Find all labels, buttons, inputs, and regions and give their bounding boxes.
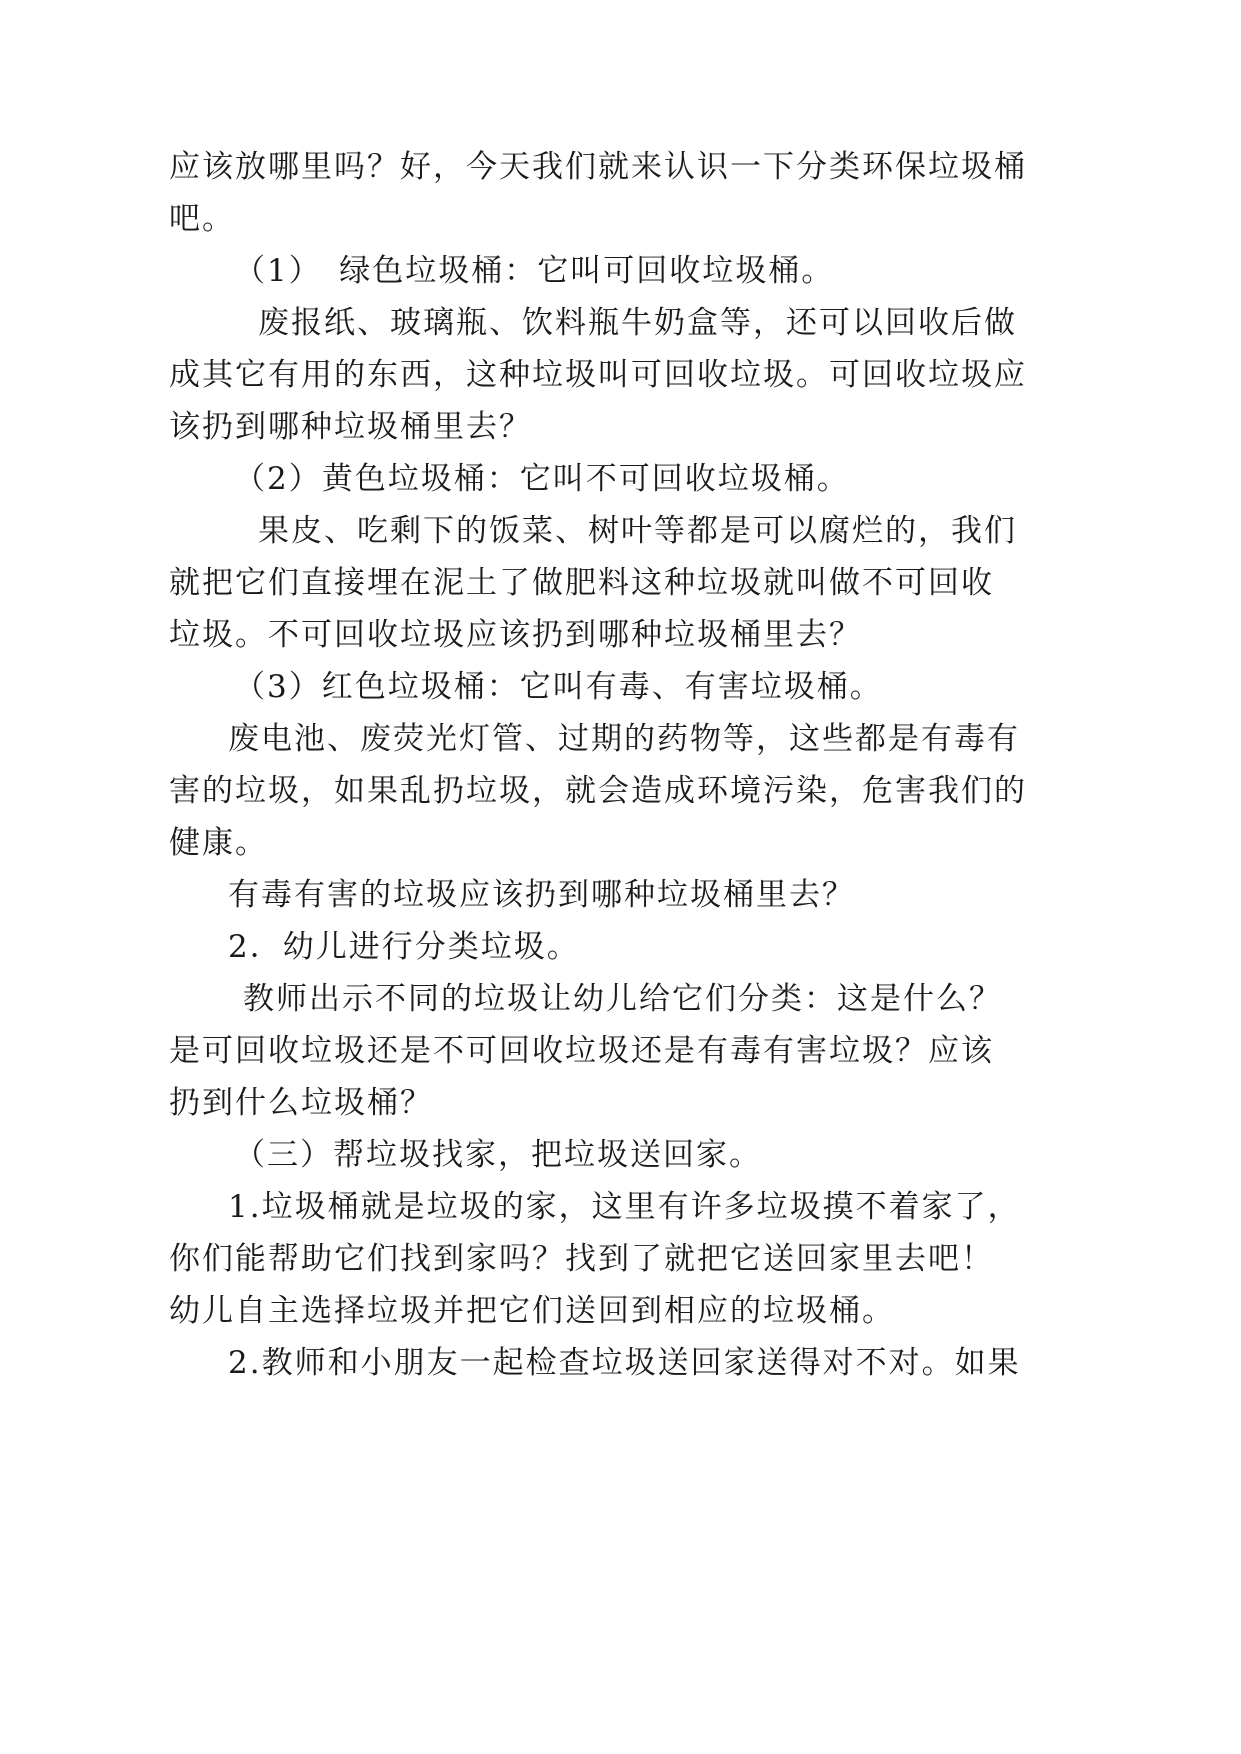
section-heading: （三）帮垃圾找家，把垃圾送回家。 (234, 1137, 762, 1173)
section-heading: 2．幼儿进行分类垃圾。 (228, 929, 580, 965)
paragraph-line: 废报纸、玻璃瓶、饮料瓶牛奶盒等，还可以回收后做 (258, 305, 1017, 341)
paragraph-line: 健康。 (169, 825, 268, 861)
paragraph-line: 2.教师和小朋友一起检查垃圾送回家送得对不对。如果 (228, 1345, 1021, 1381)
paragraph-line: 扔到什么垃圾桶？ (169, 1085, 433, 1121)
paragraph-line: 有毒有害的垃圾应该扔到哪种垃圾桶里去？ (228, 877, 855, 913)
paragraph-line: 你们能帮助它们找到家吗？找到了就把它送回家里去吧！ (169, 1241, 994, 1277)
paragraph-line: 吧。 (169, 201, 235, 237)
section-heading: （3）红色垃圾桶：它叫有毒、有害垃圾桶。 (234, 669, 883, 705)
paragraph-line: 是可回收垃圾还是不可回收垃圾还是有毒有害垃圾？应该 (169, 1033, 994, 1069)
paragraph-line: 该扔到哪种垃圾桶里去？ (169, 409, 532, 445)
section-heading: （2）黄色垃圾桶：它叫不可回收垃圾桶。 (234, 461, 850, 497)
paragraph-line: 教师出示不同的垃圾让幼儿给它们分类：这是什么？ (243, 981, 1002, 1017)
paragraph-line: 成其它有用的东西，这种垃圾叫可回收垃圾。可回收垃圾应 (169, 357, 1027, 393)
paragraph-line: 幼儿自主选择垃圾并把它们送回到相应的垃圾桶。 (169, 1293, 895, 1329)
paragraph-line: 害的垃圾，如果乱扔垃圾，就会造成环境污染，危害我们的 (169, 773, 1027, 809)
paragraph-line: 垃圾。不可回收垃圾应该扔到哪种垃圾桶里去？ (169, 617, 862, 653)
paragraph-line: 就把它们直接埋在泥土了做肥料这种垃圾就叫做不可回收 (169, 565, 994, 601)
section-heading: （1） 绿色垃圾桶：它叫可回收垃圾桶。 (234, 253, 835, 289)
paragraph-line: 1.垃圾桶就是垃圾的家，这里有许多垃圾摸不着家了， (228, 1189, 1021, 1225)
paragraph-line: 果皮、吃剩下的饭菜、树叶等都是可以腐烂的，我们 (258, 513, 1017, 549)
paragraph-line: 应该放哪里吗？好，今天我们就来认识一下分类环保垃圾桶 (169, 149, 1027, 185)
paragraph-line: 废电池、废荧光灯管、过期的药物等，这些都是有毒有 (228, 721, 1020, 757)
